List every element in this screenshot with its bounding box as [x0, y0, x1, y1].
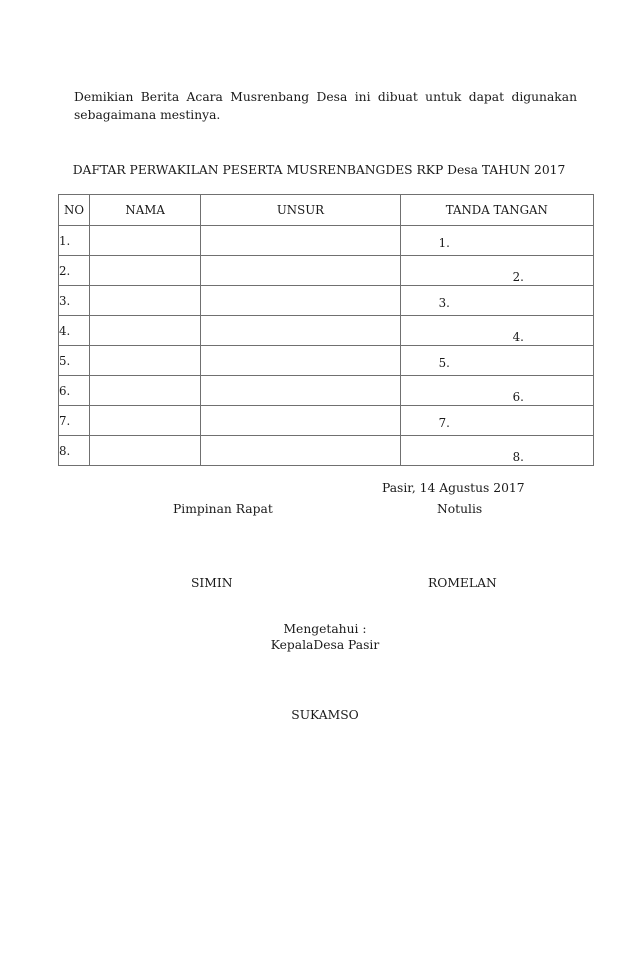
signature-number: 4.	[512, 330, 524, 344]
signature-cell	[400, 286, 593, 316]
row-number: 8.	[59, 436, 90, 466]
row-number: 4.	[59, 316, 90, 346]
signature-cell	[400, 376, 593, 406]
name-cell	[90, 346, 201, 376]
row-number: 6.	[59, 376, 90, 406]
secretary-name: ROMELAN	[428, 576, 497, 590]
row-number: 2.	[59, 256, 90, 286]
unsur-cell	[201, 406, 400, 436]
name-cell	[90, 316, 201, 346]
signature-number: 8.	[512, 450, 524, 464]
table-title: DAFTAR PERWAKILAN PESERTA MUSRENBANGDES RKP Desa TAHUN 2017	[72, 163, 566, 177]
table-row	[59, 406, 594, 436]
table-row	[59, 256, 594, 286]
signature-number: 7.	[438, 416, 450, 430]
table-row	[59, 376, 594, 406]
signature-cell	[400, 406, 593, 436]
unsur-cell	[201, 286, 400, 316]
unsur-cell	[201, 226, 400, 256]
table-header-row	[59, 195, 594, 226]
signature-cell	[400, 256, 593, 286]
header-no: NO	[59, 195, 90, 226]
place-and-date: Pasir, 14 Agustus 2017	[382, 481, 525, 495]
meeting-chair-name: SIMIN	[191, 576, 233, 590]
signature-number: 1.	[438, 236, 450, 250]
table-row	[59, 286, 594, 316]
table-row	[59, 346, 594, 376]
unsur-cell	[201, 316, 400, 346]
unsur-cell	[201, 256, 400, 286]
acknowledgement-block	[0, 621, 638, 653]
unsur-cell	[201, 346, 400, 376]
header-tanda-tangan: TANDA TANGAN	[400, 195, 593, 226]
row-number: 1.	[59, 226, 90, 256]
row-number: 5.	[59, 346, 90, 376]
signature-cell	[400, 226, 593, 256]
table-row	[59, 436, 594, 466]
village-head-name: SUKAMSO	[291, 708, 359, 722]
row-number: 7.	[59, 406, 90, 436]
signature-cell	[400, 436, 593, 466]
table-row	[59, 316, 594, 346]
name-cell	[90, 226, 201, 256]
table-row	[59, 226, 594, 256]
unsur-cell	[201, 436, 400, 466]
name-cell	[90, 286, 201, 316]
name-cell	[90, 376, 201, 406]
signature-number: 5.	[438, 356, 450, 370]
name-cell	[90, 406, 201, 436]
name-cell	[90, 436, 201, 466]
signature-number: 2.	[512, 270, 524, 284]
participants-table	[58, 194, 594, 466]
village-head-title: KepalaDesa Pasir	[270, 638, 380, 652]
header-unsur: UNSUR	[201, 195, 400, 226]
unsur-cell	[201, 376, 400, 406]
name-cell	[90, 256, 201, 286]
signature-number: 3.	[438, 296, 450, 310]
acknowledgement-label: Mengetahui :	[283, 622, 367, 636]
row-number: 3.	[59, 286, 90, 316]
signature-cell	[400, 316, 593, 346]
header-nama: NAMA	[90, 195, 201, 226]
secretary-label: Notulis	[437, 502, 483, 516]
meeting-chair-label: Pimpinan Rapat	[173, 502, 273, 516]
signature-cell	[400, 346, 593, 376]
signature-number: 6.	[512, 390, 524, 404]
closing-statement: Demikian Berita Acara Musrenbang Desa ini dibuat untuk dapat digunakan sebagaimana mestinya.	[74, 90, 577, 122]
